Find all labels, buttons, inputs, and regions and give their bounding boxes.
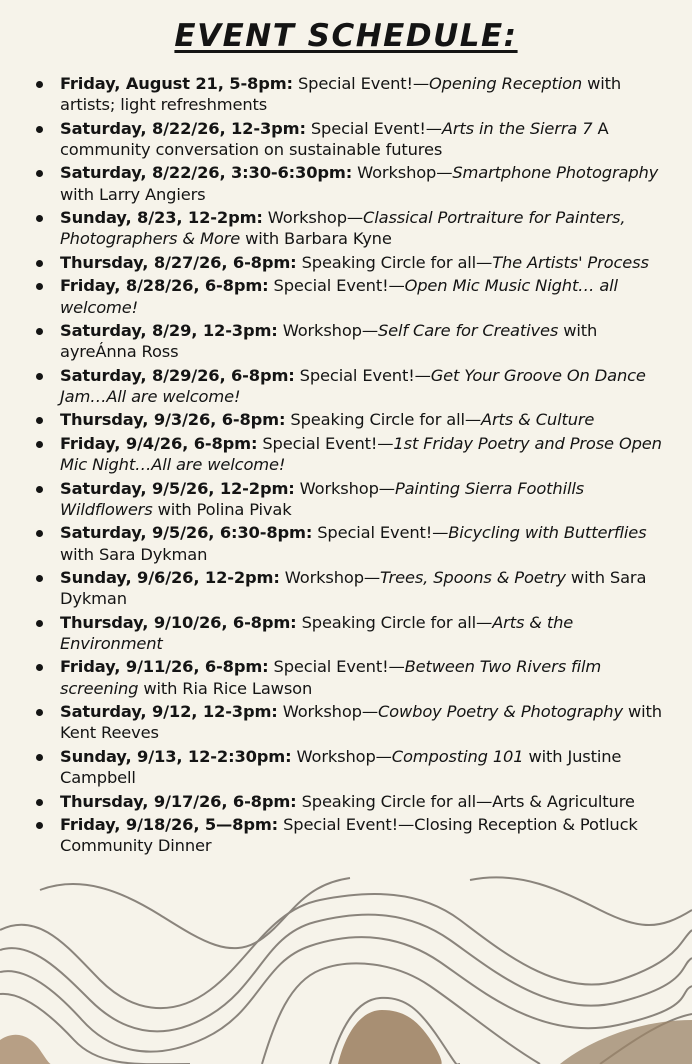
event-name: Composting 101 xyxy=(391,746,524,766)
bullet-icon xyxy=(36,754,43,761)
event-datetime: Saturday, 9/12, 12-3pm: xyxy=(60,702,278,722)
event-item xyxy=(36,118,674,160)
event-datetime: Thursday, 9/10/26, 6-8pm: xyxy=(60,612,297,632)
event-item xyxy=(36,791,674,812)
event-datetime: Sunday, 8/23, 12-2pm: xyxy=(60,208,263,228)
event-details: with Larry Angiers xyxy=(60,184,206,204)
event-datetime: Friday, 9/4/26, 6-8pm: xyxy=(60,433,258,453)
event-datetime: Saturday, 8/22/26, 12-3pm: xyxy=(60,118,306,138)
event-item xyxy=(36,433,674,475)
event-item xyxy=(36,746,674,788)
event-type: Workshop— xyxy=(277,702,378,722)
event-type: Special Event!— xyxy=(292,74,429,93)
event-name: Get Your Groove On Dance Jam…All are welcome! xyxy=(60,365,646,406)
event-type: Special Event!— xyxy=(312,523,449,543)
event-details: with Ria Rice Lawson xyxy=(138,678,313,698)
event-name: Between Two Rivers film screening xyxy=(60,657,602,698)
event-item xyxy=(36,207,674,249)
event-type: Speaking Circle for all— xyxy=(296,612,493,632)
bullet-icon xyxy=(36,620,43,627)
bullet-icon xyxy=(36,328,43,335)
event-type: Workshop— xyxy=(352,163,453,183)
bullet-icon xyxy=(36,822,43,829)
event-details: A community conversation on sustainable futures xyxy=(60,118,609,159)
event-name: Smartphone Photography xyxy=(452,163,659,183)
event-name: Self Care for Creatives xyxy=(377,321,559,341)
event-datetime: Thursday, 9/17/26, 6-8pm: xyxy=(60,791,297,811)
event-name: Open Mic Music Night… all welcome! xyxy=(60,276,618,317)
event-type: Special Event!—Closing Reception & Potluck Community Dinner xyxy=(60,815,638,856)
event-details: with Sara Dykman xyxy=(60,544,208,564)
bullet-icon xyxy=(36,81,43,88)
event-type: Workshop— xyxy=(294,478,395,498)
event-item xyxy=(36,252,674,273)
event-details: with Polina Pivak xyxy=(152,499,292,519)
event-datetime: Friday, 8/28/26, 6-8pm: xyxy=(60,276,269,296)
page-title: EVENT SCHEDULE: xyxy=(174,18,518,54)
event-item xyxy=(36,522,674,564)
bullet-icon xyxy=(36,441,43,448)
event-item xyxy=(36,656,674,698)
event-item xyxy=(36,162,674,204)
event-list xyxy=(36,73,674,859)
event-details: with Barbara Kyne xyxy=(240,229,392,249)
event-item xyxy=(36,409,674,430)
event-datetime: Saturday, 9/5/26, 12-2pm: xyxy=(60,478,295,498)
event-details: with ayreÁnna Ross xyxy=(60,321,598,362)
event-type: Special Event!— xyxy=(294,365,431,385)
event-type: Speaking Circle for all— xyxy=(285,410,481,430)
event-type: Special Event!— xyxy=(268,657,405,677)
event-type: Speaking Circle for all—Arts & Agriculture xyxy=(296,791,635,811)
event-datetime: Friday, 9/11/26, 6-8pm: xyxy=(60,657,269,677)
event-details: with Sara Dykman xyxy=(60,568,647,609)
event-item xyxy=(36,365,674,407)
bullet-icon xyxy=(36,530,43,537)
bullet-icon xyxy=(36,170,43,177)
event-type: Special Event!— xyxy=(305,118,442,138)
event-type: Speaking Circle for all— xyxy=(296,252,493,272)
bullet-icon xyxy=(36,283,43,290)
event-item xyxy=(36,320,674,362)
event-name: The Artists' Process xyxy=(492,252,649,272)
event-item xyxy=(36,275,674,317)
event-type: Special Event!— xyxy=(268,276,405,296)
event-name: Arts in the Sierra 7 xyxy=(441,118,593,138)
event-item xyxy=(36,73,674,115)
event-item xyxy=(36,567,674,609)
event-name: Trees, Spoons & Poetry xyxy=(380,568,566,588)
event-datetime: Thursday, 8/27/26, 6-8pm: xyxy=(60,252,297,272)
event-datetime: Friday, 9/18/26, 5—8pm: xyxy=(60,815,279,835)
event-name: Cowboy Poetry & Photography xyxy=(377,702,623,722)
bullet-icon xyxy=(36,215,43,222)
bullet-icon xyxy=(36,799,43,806)
event-name: Opening Reception xyxy=(428,74,583,93)
bullet-icon xyxy=(36,709,43,716)
bullet-icon xyxy=(36,126,43,133)
bullet-icon xyxy=(36,417,43,424)
bullet-icon xyxy=(36,486,43,493)
bullet-icon xyxy=(36,575,43,582)
event-type: Workshop— xyxy=(262,208,364,228)
event-name: 1st Friday Poetry and Prose Open Mic Night…All are welcome! xyxy=(60,433,662,475)
event-name: Arts & Culture xyxy=(481,410,595,430)
event-type: Workshop— xyxy=(279,568,381,588)
event-datetime: Sunday, 9/13, 12-2:30pm: xyxy=(60,746,292,766)
event-datetime: Saturday, 8/22/26, 3:30-6:30pm: xyxy=(60,163,353,183)
event-datetime: Saturday, 8/29/26, 6-8pm: xyxy=(60,365,295,385)
event-item xyxy=(36,612,674,654)
event-datetime: Friday, August 21, 5-8pm: xyxy=(60,74,293,93)
topographic-line-art xyxy=(0,870,692,1064)
event-datetime: Sunday, 9/6/26, 12-2pm: xyxy=(60,568,280,588)
event-type: Workshop— xyxy=(291,746,392,766)
bullet-icon xyxy=(36,373,43,380)
event-datetime: Thursday, 9/3/26, 6-8pm: xyxy=(60,410,286,430)
event-type: Workshop— xyxy=(277,321,378,341)
bullet-icon xyxy=(36,664,43,671)
event-details: with Justine Campbell xyxy=(60,746,622,788)
event-name: Painting Sierra Foothills Wildflowers xyxy=(60,478,585,519)
event-name: Bicycling with Butterflies xyxy=(448,523,647,543)
event-item xyxy=(36,701,674,743)
bullet-icon xyxy=(36,260,43,267)
event-item xyxy=(36,814,674,856)
event-name: Classical Portraiture for Painters, Photographers & More xyxy=(60,208,626,249)
event-item xyxy=(36,478,674,520)
event-details: with artists; light refreshments xyxy=(60,74,622,115)
event-name: Arts & the Environment xyxy=(60,612,574,653)
event-datetime: Saturday, 9/5/26, 6:30-8pm: xyxy=(60,523,313,543)
event-datetime: Saturday, 8/29, 12-3pm: xyxy=(60,321,278,341)
event-details: with Kent Reeves xyxy=(60,702,662,743)
event-type: Special Event!— xyxy=(257,433,394,453)
